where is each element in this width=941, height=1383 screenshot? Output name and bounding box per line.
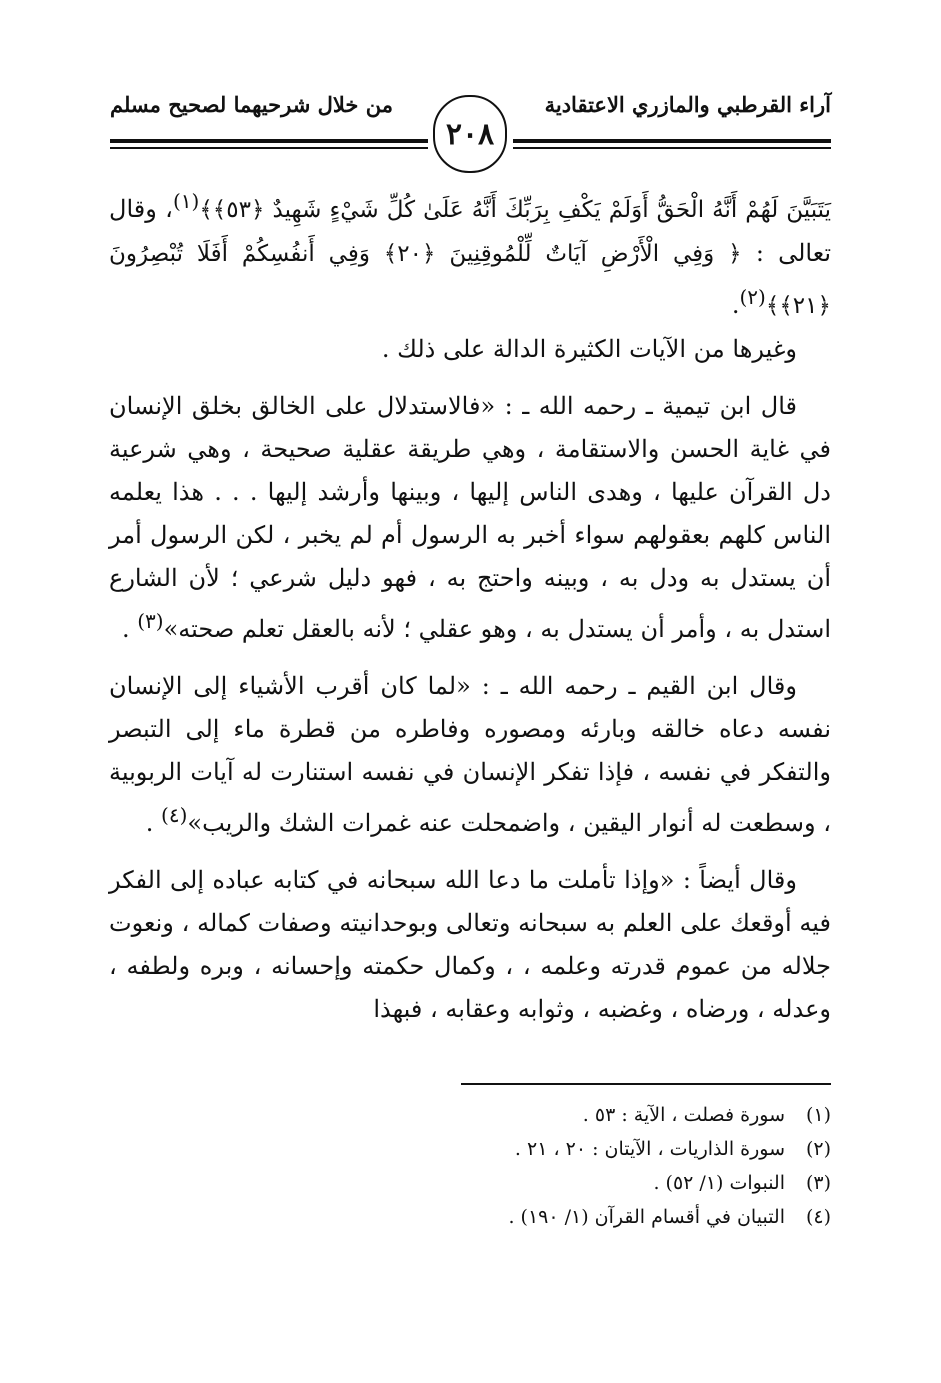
- paragraph-5-text: وقال أيضاً : «وإذا تأملت ما دعا الله سبحانه في كتابه عباده إلى الفكر فيه أوقعك على العلم به سبحانه وتعالى وبوحدانيته وصفات كماله ، ونعوت جلاله من عموم قدرته وعلمه ، ، وكمال حكمته وإحسانه ، وبره ولطفه ، وعدله ، ورضاه ، وغضبه ، وثوابه وعقابه ، فبهذا: [109, 866, 832, 1023]
- footnote-ref-1[interactable]: (١): [172, 189, 200, 213]
- main-text: [109, 180, 831, 1031]
- quran-verse-1: يَتَبَيَّنَ لَهُمْ أَنَّهُ الْحَقُّ أَوَلَمْ يَكْفِ بِرَبِّكَ أَنَّهُ عَلَىٰ كُلِّ شَيْءٍ شَهِيدٌ ﴿٥٣﴾﴾: [199, 197, 832, 223]
- quran-verse-2: ﴿ وَفِي الْأَرْضِ آيَاتٌ لِّلْمُوقِنِينَ ﴿٢٠﴾ وَفِي أَنفُسِكُمْ أَفَلَا تُبْصِرُونَ ﴿٢١﴾﴾: [109, 241, 831, 319]
- paragraph-2: [109, 328, 831, 371]
- header-rule-left-thin: [110, 147, 428, 149]
- paragraph-3-end: .: [121, 615, 138, 643]
- footnote-item: [109, 1200, 831, 1234]
- footnote-text: سورة فصلت ، الآية : ٥٣ .: [582, 1104, 785, 1126]
- verse-intro: تعالى :: [755, 239, 832, 267]
- footnote-ref-3[interactable]: (٣): [137, 609, 164, 633]
- footnote-ref-2[interactable]: (٢): [739, 285, 766, 309]
- running-header-subtitle: من خلال شرحيهما لصحيح مسلم: [110, 92, 393, 117]
- footnote-item: [109, 1098, 831, 1132]
- footnote-number: (٣): [805, 1172, 831, 1194]
- header-rule-left-thick: [110, 139, 428, 143]
- footnote-text: النبوات (١/ ٥٢) .: [653, 1172, 785, 1194]
- paragraph-ibn-taymiyya: [109, 385, 831, 651]
- footnote-ref-4[interactable]: (٤): [161, 803, 188, 827]
- header-rule-right-thin: [513, 147, 831, 149]
- verse-connector: ، وقال: [109, 195, 173, 223]
- footnote-text: التبيان في أقسام القرآن (١/ ١٩٠) .: [508, 1206, 785, 1228]
- footnote-number: (٤): [805, 1206, 831, 1228]
- paragraph-ibn-qayyim: [109, 665, 831, 845]
- footnote-number: (٢): [805, 1138, 831, 1160]
- paragraph-2-text: وغيرها من الآيات الكثيرة الدالة على ذلك .: [381, 335, 797, 363]
- footnote-item: [109, 1166, 831, 1200]
- header-rule-right-thick: [513, 139, 831, 143]
- paragraph-4-end: .: [145, 809, 162, 837]
- footnote-number: (١): [805, 1104, 831, 1126]
- footnote-item: [109, 1132, 831, 1166]
- footnotes: [109, 1098, 831, 1234]
- page-number: ٢٠٨: [433, 95, 507, 173]
- verse-end: .: [731, 291, 740, 319]
- paragraph-ibn-qayyim-2: [109, 859, 831, 1031]
- footnote-separator: [461, 1083, 831, 1085]
- footnote-text: سورة الذاريات ، الآيتان : ٢٠ ، ٢١ .: [514, 1138, 785, 1160]
- paragraph-3-text: قال ابن تيمية ـ رحمه الله ـ : «فالاستدلال على الخالق بخلق الإنسان في غاية الحسن والاستقامة ، وهي طريقة عقلية صحيحة ، وهي شرعية دل القرآن عليها ، وهدى الناس إليها ، وبينها وأرشد إليها . . . هذا يعلمه الناس كلهم بعقولهم سواء أخبر به الرسول أم لم يخبر ، لكن الرسول أمر أن يستدل به ودل به ، وبينه واحتج به ، فهو دليل شرعي ؛ لأن الشارع استدل به ، وأمر أن يستدل به ، وهو عقلي ؛ لأنه بالعقل تعلم صحته»: [109, 392, 831, 643]
- running-header-title: آراء القرطبي والمازري الاعتقادية: [544, 92, 831, 117]
- quran-verse-paragraph: [109, 180, 831, 328]
- paragraph-4-text: وقال ابن القيم ـ رحمه الله ـ : «لما كان أقرب الأشياء إلى الإنسان نفسه دعاه خالقه وبارئه ومصوره وفاطره من قطرة ماء إلى التبصر والتفكر في نفسه ، فإذا تفكر الإنسان في نفسه استنارت له آيات الربوبية ، وسطعت له أنوار اليقين ، واضمحلت عنه غمرات الشك والريب»: [109, 672, 831, 837]
